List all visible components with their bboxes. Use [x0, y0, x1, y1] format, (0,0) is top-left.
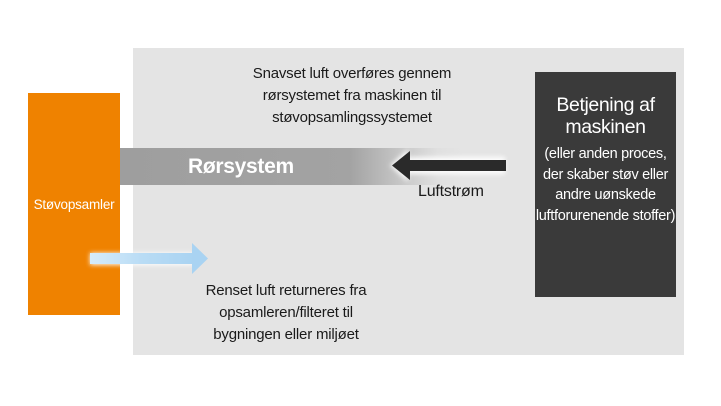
dust-collector-label: Støvopsamler — [33, 196, 115, 212]
airflow-arrow-icon — [390, 149, 506, 182]
pipe-system-label: Rørsystem — [188, 155, 294, 178]
machine-title: Betjening af maskinen — [556, 94, 655, 138]
dirty-air-text: Snavset luft overføres gennem rørsystemet fra maskinen til støvopsamlingssystemet — [252, 65, 452, 126]
clean-air-arrow-icon — [90, 243, 208, 274]
clean-air-text: Renset luft returneres fra opsamleren/filteret til bygningen eller miljøet — [205, 282, 367, 343]
airflow-label: Luftstrøm — [418, 183, 484, 200]
machine-subtitle: (eller anden proces, der skaber støv eller andre uønskede luftforurenende stoffer) — [535, 146, 676, 224]
